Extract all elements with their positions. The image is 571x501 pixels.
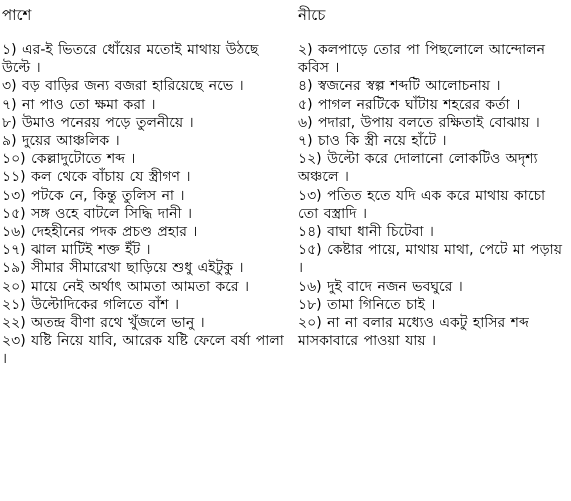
across-clue: ১০) কেল্লাদুটোতে শব্দ । — [2, 151, 136, 168]
across-clue: ৭) না পাও তো ক্ষমা করা । — [2, 96, 156, 113]
down-clue: ১৮) তামা গিনিতে চাই । — [298, 296, 436, 313]
down-clue: ১৫) কেষ্টার পায়ে, মাথায় মাথা, পেটে মা পড়ায় । — [298, 242, 562, 277]
across-clue: ২০) মায়ে নেই অর্থাৎ আমতা আমতা করে । — [2, 278, 250, 295]
down-clue: ২০) না না বলার মধ্যেও একটু হাসির শব্দ মাসকাবারে পাওয়া যায় । — [298, 315, 529, 350]
across-column — [2, 0, 285, 369]
across-clue: ১) এর-ই ভিতরে ধোঁয়ের মতোই মাথায় উঠছে উল্টে । — [2, 42, 259, 77]
down-column — [298, 0, 568, 350]
down-clue: ১৬) দুই বাদে নজন ভবঘুরে । — [298, 278, 463, 295]
across-clue: ২২) অতন্দ্র বীণা রথে খুঁজলে ভানু । — [2, 315, 205, 332]
down-clue: ৪) স্বজনের স্বল্প শব্দটি আলোচনায় । — [298, 78, 501, 95]
down-clue: ৫) পাগল নরটিকে ঘাঁটায় শহরের কর্তা । — [298, 96, 521, 113]
across-heading: পাশে — [2, 6, 32, 24]
down-clue: ১৪) বাঘা ধানী চিটেবা । — [298, 224, 434, 241]
across-clue: ২৩) যষ্টি নিয়ে যাবি, আরেক যষ্টি ফেলে বর্ষা পালা । — [2, 333, 284, 368]
across-clue: ১৬) দেহহীনের পদক প্রচণ্ড প্রহার । — [2, 224, 198, 241]
down-heading: নীচে — [298, 6, 326, 24]
across-clue: ১৭) ঝাল মাটিই শক্ত ইঁট । — [2, 242, 151, 259]
across-clue-list — [2, 41, 285, 369]
across-clue: ১১) কল থেকে বাঁচায় যে স্ত্রীগণ । — [2, 169, 191, 186]
down-clue: ১৩) পতিত হতে যদি এক করে মাথায় কাচো তো বস্ত্রাদি । — [298, 187, 546, 222]
down-clue: ৬) পদারা, উপায় বলতে রক্ষিতাই বোঝায় । — [298, 114, 540, 131]
across-clue: ২১) উল্টোদিকের গলিতে বাঁশ । — [2, 296, 180, 313]
down-clue: ১২) উল্টো করে দোলানো লোকটিও অদৃশ্য অঞ্চলে । — [298, 151, 538, 186]
down-clue-list — [298, 41, 568, 350]
across-clue: ১৫) সঙ্গ ওহে বাটলে সিদ্ধি দানী । — [2, 205, 192, 222]
down-clue: ২) কলপাড়ে তোর পা পিছলোলে আন্দোলন কবিস । — [298, 42, 545, 77]
across-clue: ৮) উমাও পনেরয় পড়ে তুলনীয়ে । — [2, 114, 194, 131]
across-clue: ৯) দুয়ের আঞ্চলিক । — [2, 133, 120, 150]
across-clue: ১৯) সীমার সীমারেখা ছাড়িয়ে শুধু এইটুকু । — [2, 260, 244, 277]
across-clue: ৩) বড় বাড়ির জন্য বজরা হারিয়েছে নভে । — [2, 78, 244, 95]
across-clue: ১৩) পটকে নে, কিন্তু তুলিস না । — [2, 187, 185, 204]
down-clue: ৭) চাও কি স্ত্রী নয়ে হাঁটে । — [298, 133, 447, 150]
